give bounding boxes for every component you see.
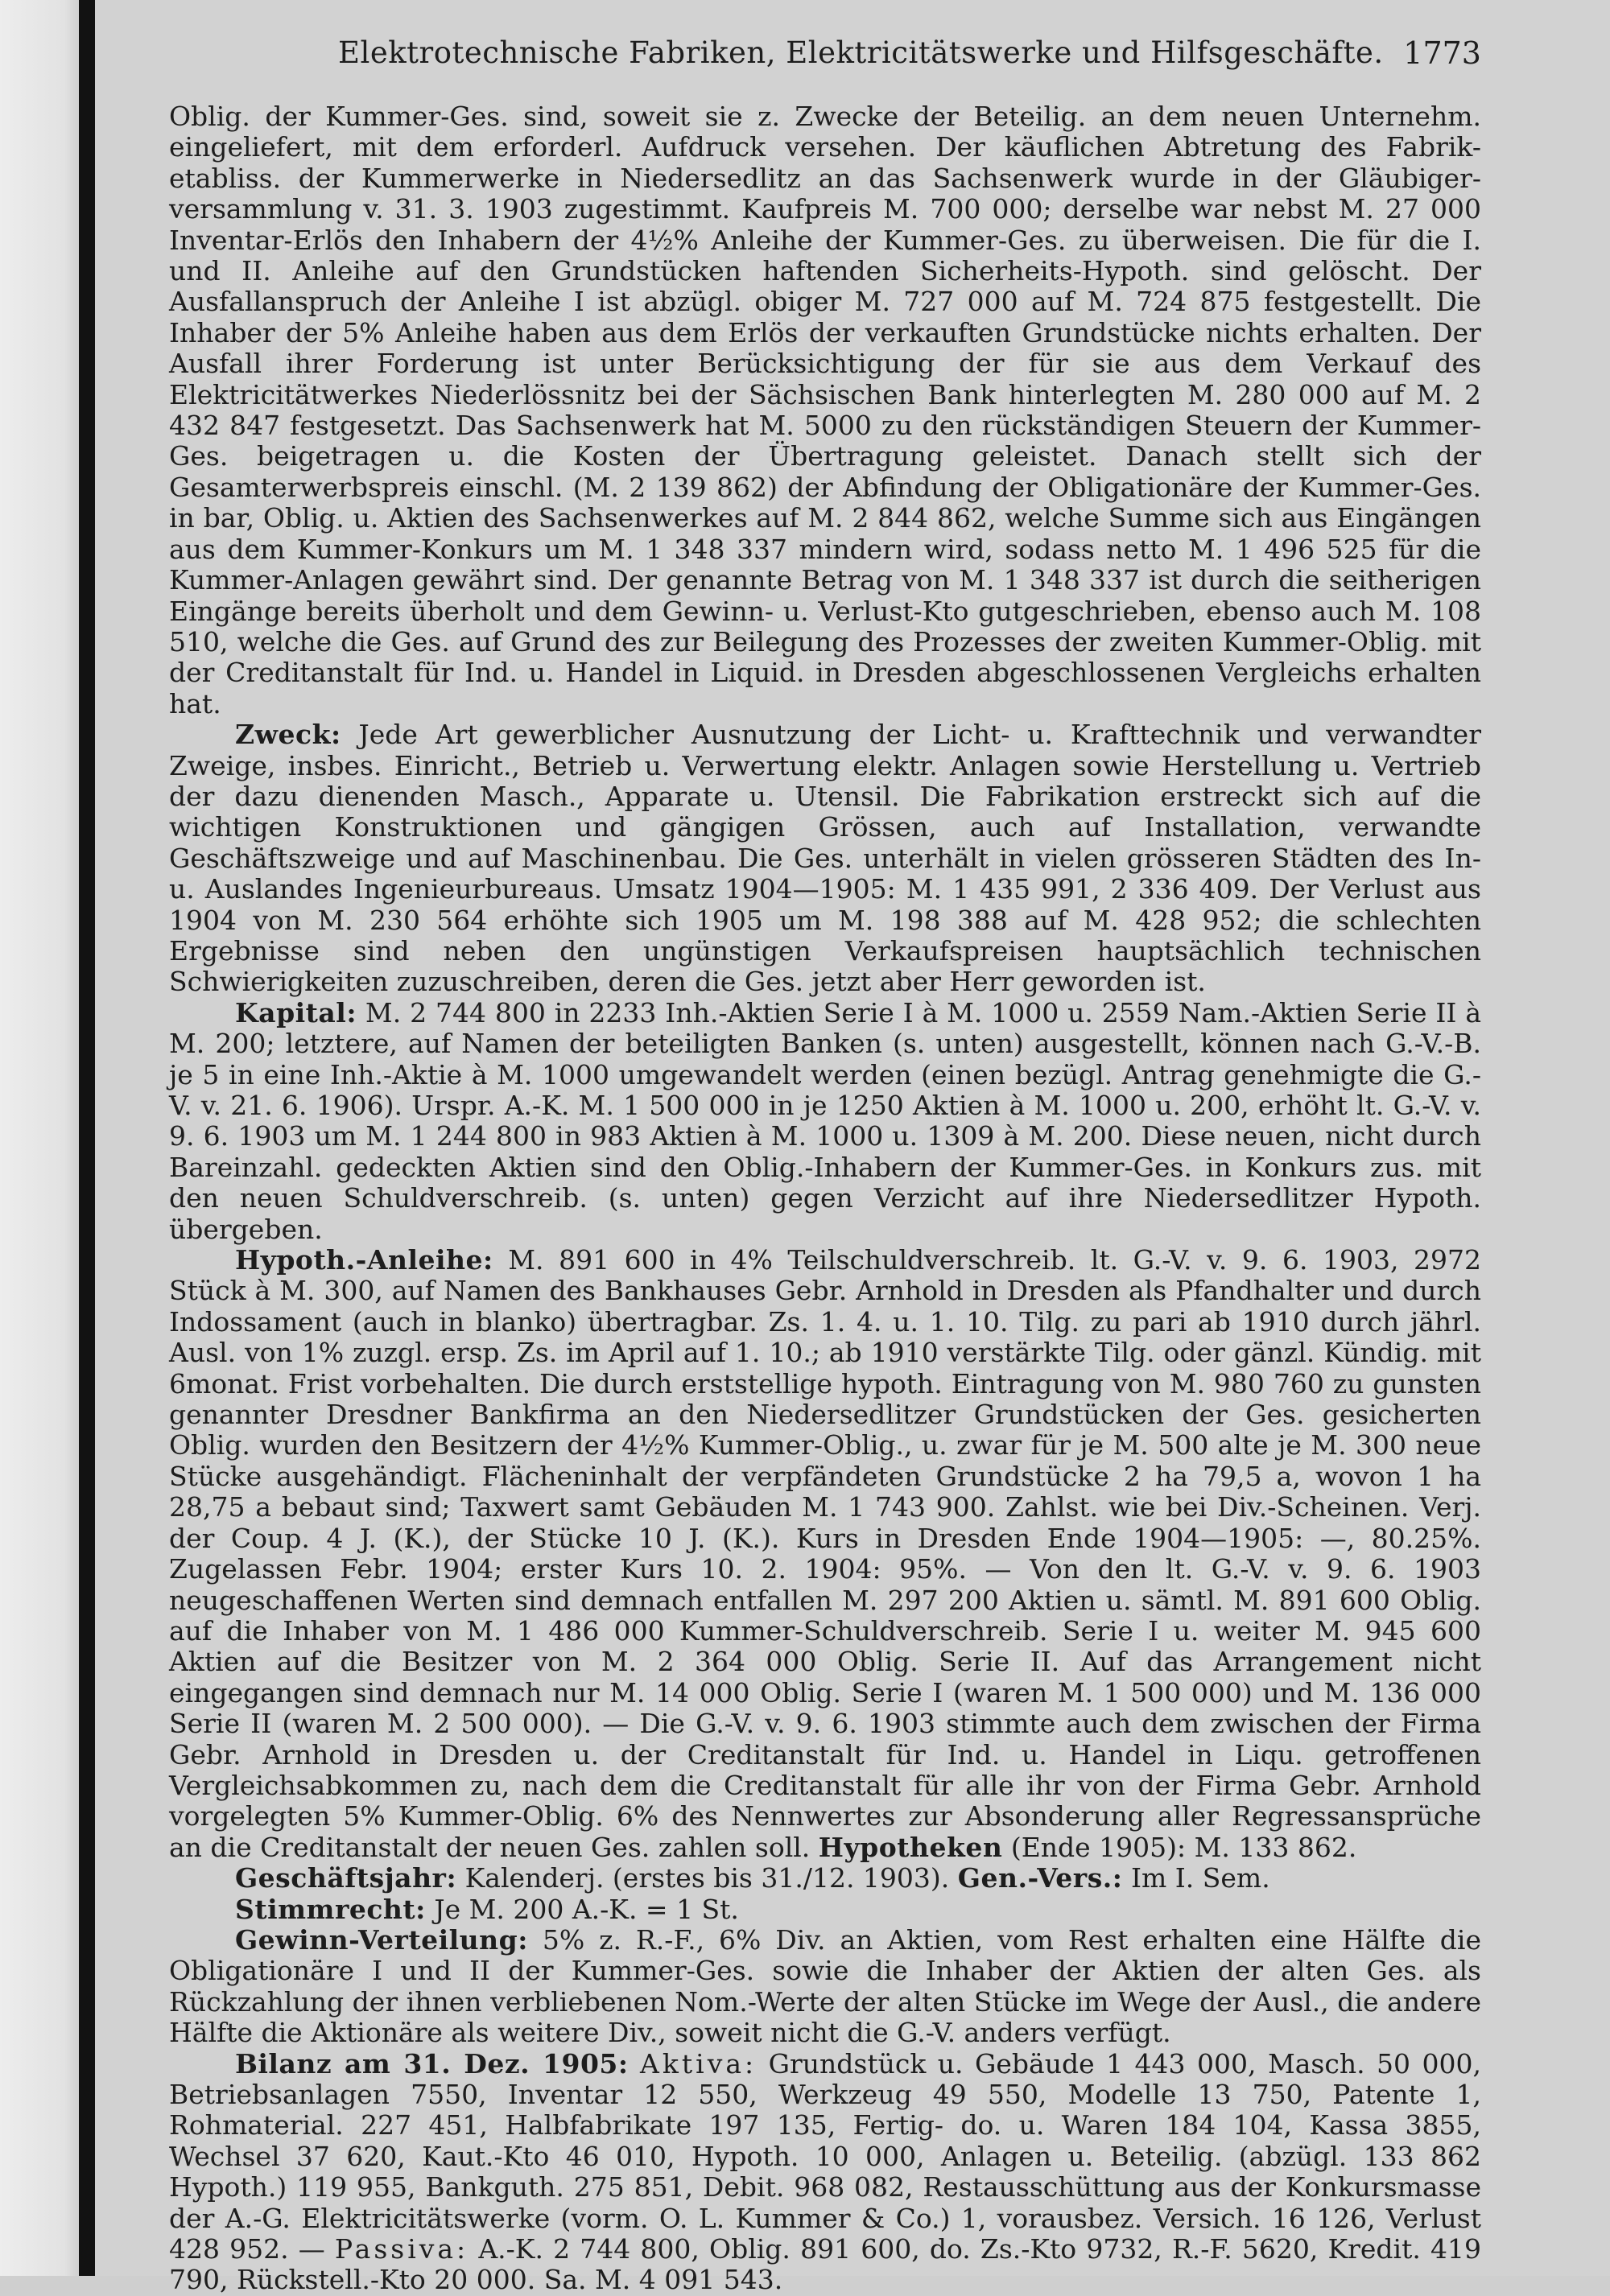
zweck-paragraph [169, 719, 1481, 998]
geschaeftsjahr-label: Geschäftsjahr: [235, 1862, 457, 1894]
hypoth-anleihe-label: Hypoth.-Anleihe: [235, 1244, 493, 1276]
aktiva-text: Grundstück u. Gebäude 1 443 000, Masch. 50 000, Betriebsanlagen 7550, Inventar 12 550, Werkzeug 49 550, Modelle 13 750, Patente 1, Rohmaterial. 227 451, Halbfabrikate 197 135, Fertig- do. u. Waren 184 104, Kassa 3855, Wechsel 37 620, Kaut.-Kto 46 010, Hypoth. 10 000, Anlagen u. Beteilig. (abzügl. 133 862 Hypoth.) 119 955, Bankguth. 275 851, Debit. 968 082, Restausschüttung aus der Konkursmasse der A.-G. Elektricitätswerke (vorm. O. L. Kummer & Co.) 1, vorausbez. Versich. 16 126, Verlust 428 952. — [169, 2047, 1481, 2265]
gen-vers-text: Im I. Sem. [1122, 1862, 1270, 1894]
stimmrecht-paragraph [169, 1894, 1481, 1925]
stimmrecht-text: Je M. 200 A.-K. = 1 St. [425, 1893, 739, 1925]
bilanz-paragraph [169, 2049, 1481, 2296]
kapital-label: Kapital: [235, 996, 357, 1028]
kapital-paragraph [169, 998, 1481, 1245]
stimmrecht-label: Stimmrecht: [235, 1893, 426, 1925]
zweck-text: Jede Art gewerblicher Ausnutzung der Licht- u. Krafttechnik und verwandter Zweige, insbes. Einricht., Betrieb u. Verwertung elektr. Anlagen sowie Herstellung u. Vertrieb der dazu dienenden Masch., Apparate u. Utensil. Die Fabrikation erstreckt sich auf die wichtigen Konstruktionen und gängigen Grössen, auch auf Installation, verwandte Geschäftszweige und auf Maschinenbau. Die Ges. unterhält in vielen grösseren Städten des In- u. Auslandes Ingenieurbureaus. Umsatz 1904—1905: M. 1 435 991, 2 336 409. Der Verlust aus 1904 von M. 230 564 erhöhte sich 1905 um M. 198 388 auf M. 428 952; die schlechten Ergebnisse sind neben den ungünstigen Verkaufspreisen hauptsächlich technischen Schwierigkeiten zuzuschreiben, deren die Ges. jetzt aber Herr geworden ist. [169, 719, 1481, 998]
bilanz-label: Bilanz am 31. Dez. 1905: [235, 2047, 629, 2080]
aktiva-label: Aktiva: [640, 2047, 758, 2080]
gen-vers-label: Gen.-Vers.: [957, 1862, 1123, 1894]
hypoth-anleihe-paragraph [169, 1245, 1481, 1863]
binding-edge [79, 0, 95, 2276]
gewinn-verteilung-label: Gewinn-Verteilung: [235, 1923, 528, 1956]
page-number: 1773 [1403, 35, 1481, 71]
passiva-text: A.-K. 2 744 800, Oblig. 891 600, do. Zs.-Kto 9732, R.-F. 5620, Kredit. 419 790, Rückstell.-Kto 20 000. Sa. M. 4 091 543. [169, 2233, 1481, 2296]
running-header [242, 35, 1481, 84]
page-body [169, 101, 1481, 2296]
geschaeftsjahr-text: Kalenderj. (erstes bis 31./12. 1903). [456, 1862, 950, 1894]
hypotheken-label: Hypotheken [818, 1831, 1003, 1863]
passiva-label: Passiva: [334, 2233, 469, 2265]
gewinn-verteilung-text: 5% z. R.-F., 6% Div. an Aktien, vom Rest erhalten eine Hälfte die Obligationäre I und II der Kummer-Ges. sowie die Inhaber der Aktien der alten Ges. als Rückzahlung der ihnen verbliebenen Nom.-Werte der alten Stücke im Wege der Ausl., die andere Hälfte die Aktionäre als weitere Div., soweit nicht die G.-V. anders verfügt. [169, 1923, 1481, 2049]
hypoth-anleihe-text: M. 891 600 in 4% Teilschuldverschreib. lt. G.-V. v. 9. 6. 1903, 2972 Stück à M. 300, auf Namen des Bankhauses Gebr. Arnhold in Dresden als Pfandhalter und durch Indossament (auch in blanko) übertragbar. Zs. 1. 4. u. 1. 10. Tilg. zu pari ab 1910 durch jährl. Ausl. von 1% zuzgl. ersp. Zs. im April auf 1. 10.; ab 1910 verstärkte Tilg. oder gänzl. Kündig. mit 6monat. Frist vorbehalten. Die durch erststellige hypoth. Eintragung von M. 980 760 zu gunsten genannter Dresdner Bankfirma an den Niedersedlitzer Grundstücken der Ges. gesicherten Oblig. wurden den Besitzern der 4½% Kummer-Oblig., u. zwar für je M. 500 alte je M. 300 neue Stücke ausgehändigt. Flächeninhalt der verpfändeten Grundstücke 2 ha 79,5 a, wovon 1 ha 28,75 a bebaut sind; Taxwert samt Gebäuden M. 1 743 900. Zahlst. wie bei Div.-Scheinen. Verj. der Coup. 4 J. (K.), der Stücke 10 J. (K.). Kurs in Dresden Ende 1904—1905: —, 80.25%. Zugelassen Febr. 1904; erster Kurs 10. 2. 1904: 95%. — Von den lt. G.-V. v. 9. 6. 1903 neugeschaffenen Werten sind demnach entfallen M. 297 200 Aktien u. sämtl. M. 891 600 Oblig. auf die Inhaber von M. 1 486 000 Kummer-Schuldverschreib. Serie I u. weiter M. 945 600 Aktien auf die Besitzer von M. 2 364 000 Oblig. Serie II. Auf das Arrangement nicht eingegangen sind demnach nur M. 14 000 Oblig. Serie I (waren M. 1 500 000) und M. 136 000 Serie II (waren M. 2 500 000). — Die G.-V. v. 9. 6. 1903 stimmte auch dem zwischen der Firma Gebr. Arnhold in Dresden u. der Creditanstalt für Ind. u. Handel in Liqu. getroffenen Vergleichsabkommen zu, nach dem die Creditanstalt für alle ihr von der Firma Gebr. Arnhold vorgelegten 5% Kummer-Oblig. 6% des Nennwertes zur Absonderung aller Regressansprüche an die Creditanstalt der neuen Ges. zahlen soll. [169, 1244, 1481, 1863]
intro-paragraph: Oblig. der Kummer-Ges. sind, soweit sie z. Zwecke der Beteilig. an dem neuen Unternehm. eingeliefert, mit dem erforderl. Aufdruck versehen. Der käuflichen Abtretung des Fabrik-etabliss. der Kummerwerke in Niedersedlitz an das Sachsenwerk wurde in der Gläubiger-versammlung v. 31. 3. 1903 zugestimmt. Kaufpreis M. 700 000; derselbe war nebst M. 27 000 Inventar-Erlös den Inhabern der 4½% Anleihe der Kummer-Ges. zu überweisen. Die für die I. und II. Anleihe auf den Grundstücken haftenden Sicherheits-Hypoth. sind gelöscht. Der Ausfallanspruch der Anleihe I ist abzügl. obiger M. 727 000 auf M. 724 875 festgestellt. Die Inhaber der 5% Anleihe haben aus dem Erlös der verkauften Grundstücke nichts erhalten. Der Ausfall ihrer Forderung ist unter Berücksichtigung der für sie aus dem Verkauf des Elektricitätwerkes Niederlössnitz bei der Sächsischen Bank hinterlegten M. 280 000 auf M. 2 432 847 festgesetzt. Das Sachsenwerk hat M. 5000 zu den rückständigen Steuern der Kummer-Ges. beigetragen u. die Kosten der Übertragung geleistet. Danach stellt sich der Gesamterwerbspreis einschl. (M. 2 139 862) der Abfindung der Obligationäre der Kummer-Ges. in bar, Oblig. u. Aktien des Sachsenwerkes auf M. 2 844 862, welche Summe sich aus Eingängen aus dem Kummer-Konkurs um M. 1 348 337 mindern wird, sodass netto M. 1 496 525 für die Kummer-Anlagen gewährt sind. Der genannte Betrag von M. 1 348 337 ist durch die seitherigen Eingänge bereits überholt und dem Gewinn- u. Verlust-Kto gutgeschrieben, ebenso auch M. 108 510, welche die Ges. auf Grund des zur Beilegung des Prozesses der zweiten Kummer-Oblig. mit der Creditanstalt für Ind. u. Handel in Liquid. in Dresden abgeschlossenen Vergleichs erhalten hat. [169, 101, 1481, 719]
hypotheken-text: (Ende 1905): M. 133 862. [1002, 1831, 1357, 1863]
kapital-text: M. 2 744 800 in 2233 Inh.-Aktien Serie I à M. 1000 u. 2559 Nam.-Aktien Serie II à M. 200; letztere, auf Namen der beteiligten Banken (s. unten) ausgestellt, können nach G.-V.-B. je 5 in eine Inh.-Aktie à M. 1000 umgewandelt werden (einen bezügl. Antrag genehmigte die G.-V. v. 21. 6. 1906). Urspr. A.-K. M. 1 500 000 in je 1250 Aktien à M. 1000 u. 200, erhöht lt. G.-V. v. 9. 6. 1903 um M. 1 244 800 in 983 Aktien à M. 1000 u. 1309 à M. 200. Diese neuen, nicht durch Bareinzahl. gedeckten Aktien sind den Oblig.-Inhabern der Kummer-Ges. in Konkurs zus. mit den neuen Schuldverschreib. (s. unten) gegen Verzicht auf ihre Niedersedlitzer Hypoth. übergeben. [169, 996, 1481, 1245]
zweck-label: Zweck: [235, 719, 341, 751]
gewinn-verteilung-paragraph [169, 1925, 1481, 2049]
geschaeftsjahr-paragraph [169, 1863, 1481, 1894]
header-title: Elektrotechnische Fabriken, Elektricitätswerke und Hilfsgeschäfte. [338, 35, 1384, 70]
